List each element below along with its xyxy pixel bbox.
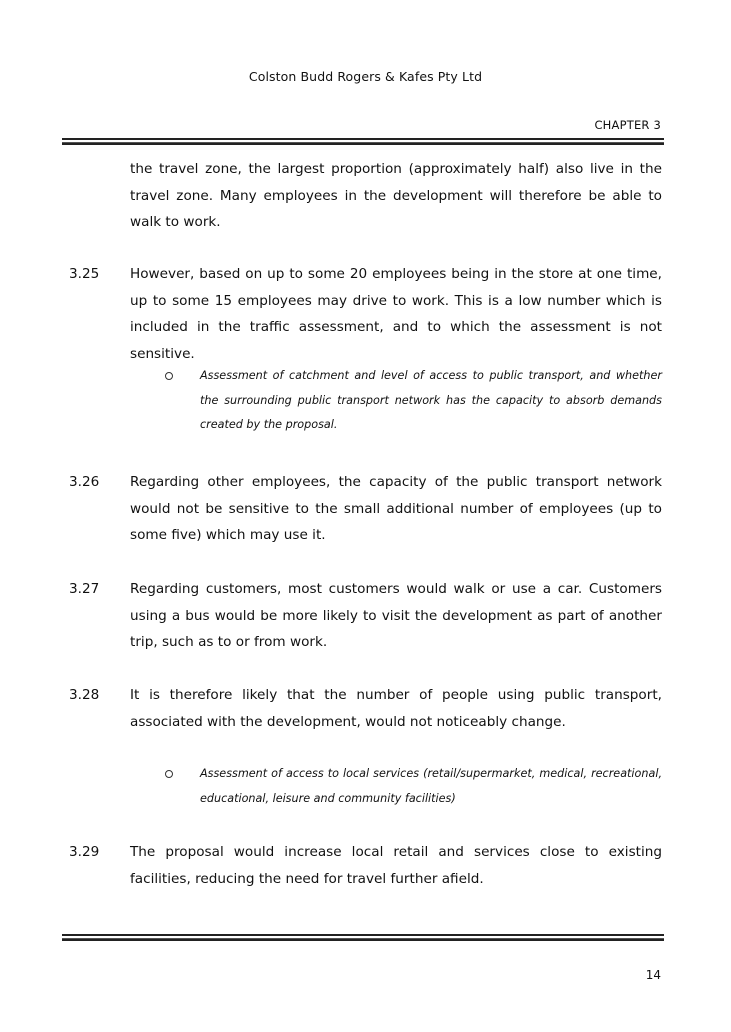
header-chapter-label: CHAPTER 3 (594, 118, 661, 132)
paragraph-3-28: It is therefore likely that the number of people using public transport, associated with the development, would not noticeably change. (130, 687, 662, 730)
continuation-paragraph: the travel zone, the largest proportion (approximately half) also live in the travel zone. Many employees in the development will therefore be able to walk to work. (130, 161, 662, 230)
paragraph-number-3-26: 3.26 (69, 474, 100, 490)
paragraph-number-3-29: 3.29 (69, 844, 100, 860)
bullet-text: Assessment of access to local services (retail/supermarket, medical, recreational, educational, leisure and community facilities) (200, 767, 662, 805)
paragraph-number-3-27: 3.27 (69, 581, 100, 597)
paragraph-number-3-25: 3.25 (69, 266, 100, 282)
paragraph-3-27: Regarding customers, most customers would walk or use a car. Customers using a bus would be more likely to visit the development as part of another trip, such as to or from work. (130, 581, 662, 650)
paragraph-3-29: The proposal would increase local retail and services close to existing facilities, reducing the need for travel further afield. (130, 844, 662, 887)
hollow-bullet-icon (165, 372, 173, 380)
paragraph-3-26: Regarding other employees, the capacity of the public transport network would not be sensitive to the small additional number of employees (up to some five) which may use it. (130, 474, 662, 543)
paragraph-number-3-28: 3.28 (69, 687, 100, 703)
header-double-rule (62, 138, 664, 145)
header-company-name: Colston Budd Rogers & Kafes Pty Ltd (248, 69, 483, 84)
page-number: 14 (645, 968, 661, 982)
paragraph-3-25: However, based on up to some 20 employees being in the store at one time, up to some 15 employees may drive to work. This is a low number which is included in the traffic assessment, and to which the assessment is not sensitive. (130, 266, 662, 362)
hollow-bullet-icon (165, 770, 173, 778)
footer-double-rule (62, 934, 664, 941)
bullet-text: Assessment of catchment and level of access to public transport, and whether the surrounding public transport network has the capacity to absorb demands created by the proposal. (200, 369, 662, 431)
